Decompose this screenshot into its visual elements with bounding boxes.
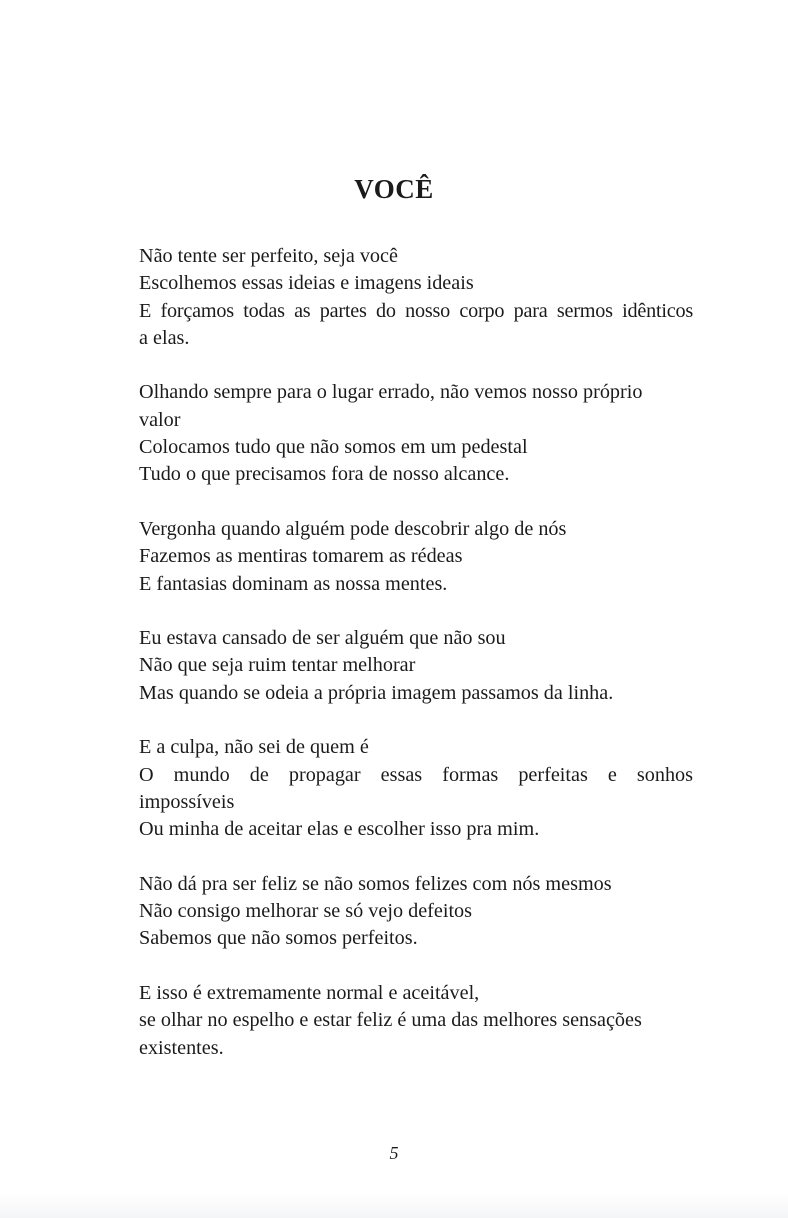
page-number: 5	[389, 1143, 399, 1163]
poem-stanza	[139, 734, 693, 843]
poem-line: se olhar no espelho e estar feliz é uma das melhores sensações	[139, 1009, 642, 1032]
poem-line: existentes.	[139, 1036, 224, 1059]
poem-line: E a culpa, não sei de quem é	[139, 736, 369, 759]
poem-line: Vergonha quando alguém pode descobrir algo de nós	[139, 517, 567, 540]
poem-stanza	[139, 379, 693, 488]
poem-line: Escolhemos essas ideias e imagens ideais	[139, 272, 474, 295]
poem-stanza	[139, 980, 693, 1062]
poem-line: Não tente ser perfeito, seja você	[139, 245, 398, 267]
poem-line: a elas.	[139, 326, 190, 349]
poem-stanza	[139, 871, 693, 953]
poem-line: Fazemos as mentiras tomarem as rédeas	[139, 545, 463, 568]
poem-line: Mas quando se odeia a própria imagem passamos da linha.	[139, 681, 614, 704]
poem-line: Sabemos que não somos perfeitos.	[139, 927, 418, 950]
poem-stanza	[139, 243, 693, 352]
poem-line: valor	[139, 408, 181, 431]
poem-line: E isso é extremamente normal e aceitável,	[139, 982, 480, 1005]
poem-stanza	[139, 625, 693, 707]
poem-line: Não consigo melhorar se só vejo defeitos	[139, 900, 473, 923]
poem-line: Colocamos tudo que não somos em um pedestal	[139, 436, 528, 459]
poem-line: impossíveis	[139, 790, 235, 813]
page-title: VOCÊ	[354, 174, 434, 205]
poem-line: O mundo de propagar essas formas perfeitas e sonhos	[139, 763, 693, 786]
poem-line: Olhando sempre para o lugar errado, não vemos nosso próprio	[139, 381, 643, 404]
poem-body	[139, 243, 693, 1062]
poem-line: Ou minha de aceitar elas e escolher isso pra mim.	[139, 818, 540, 841]
poem-line: Eu estava cansado de ser alguém que não sou	[139, 627, 506, 650]
poem-line: E forçamos todas as partes do nosso corpo para sermos idênticos	[139, 299, 693, 322]
poem-line: Tudo o que precisamos fora de nosso alcance.	[139, 463, 510, 486]
page-bottom-edge	[0, 1192, 788, 1218]
poem-line: Não que seja ruim tentar melhorar	[139, 654, 416, 677]
poem-line: Não dá pra ser feliz se não somos felizes com nós mesmos	[139, 872, 612, 895]
poem-line: E fantasias dominam as nossa mentes.	[139, 572, 448, 595]
poem-stanza	[139, 516, 693, 598]
